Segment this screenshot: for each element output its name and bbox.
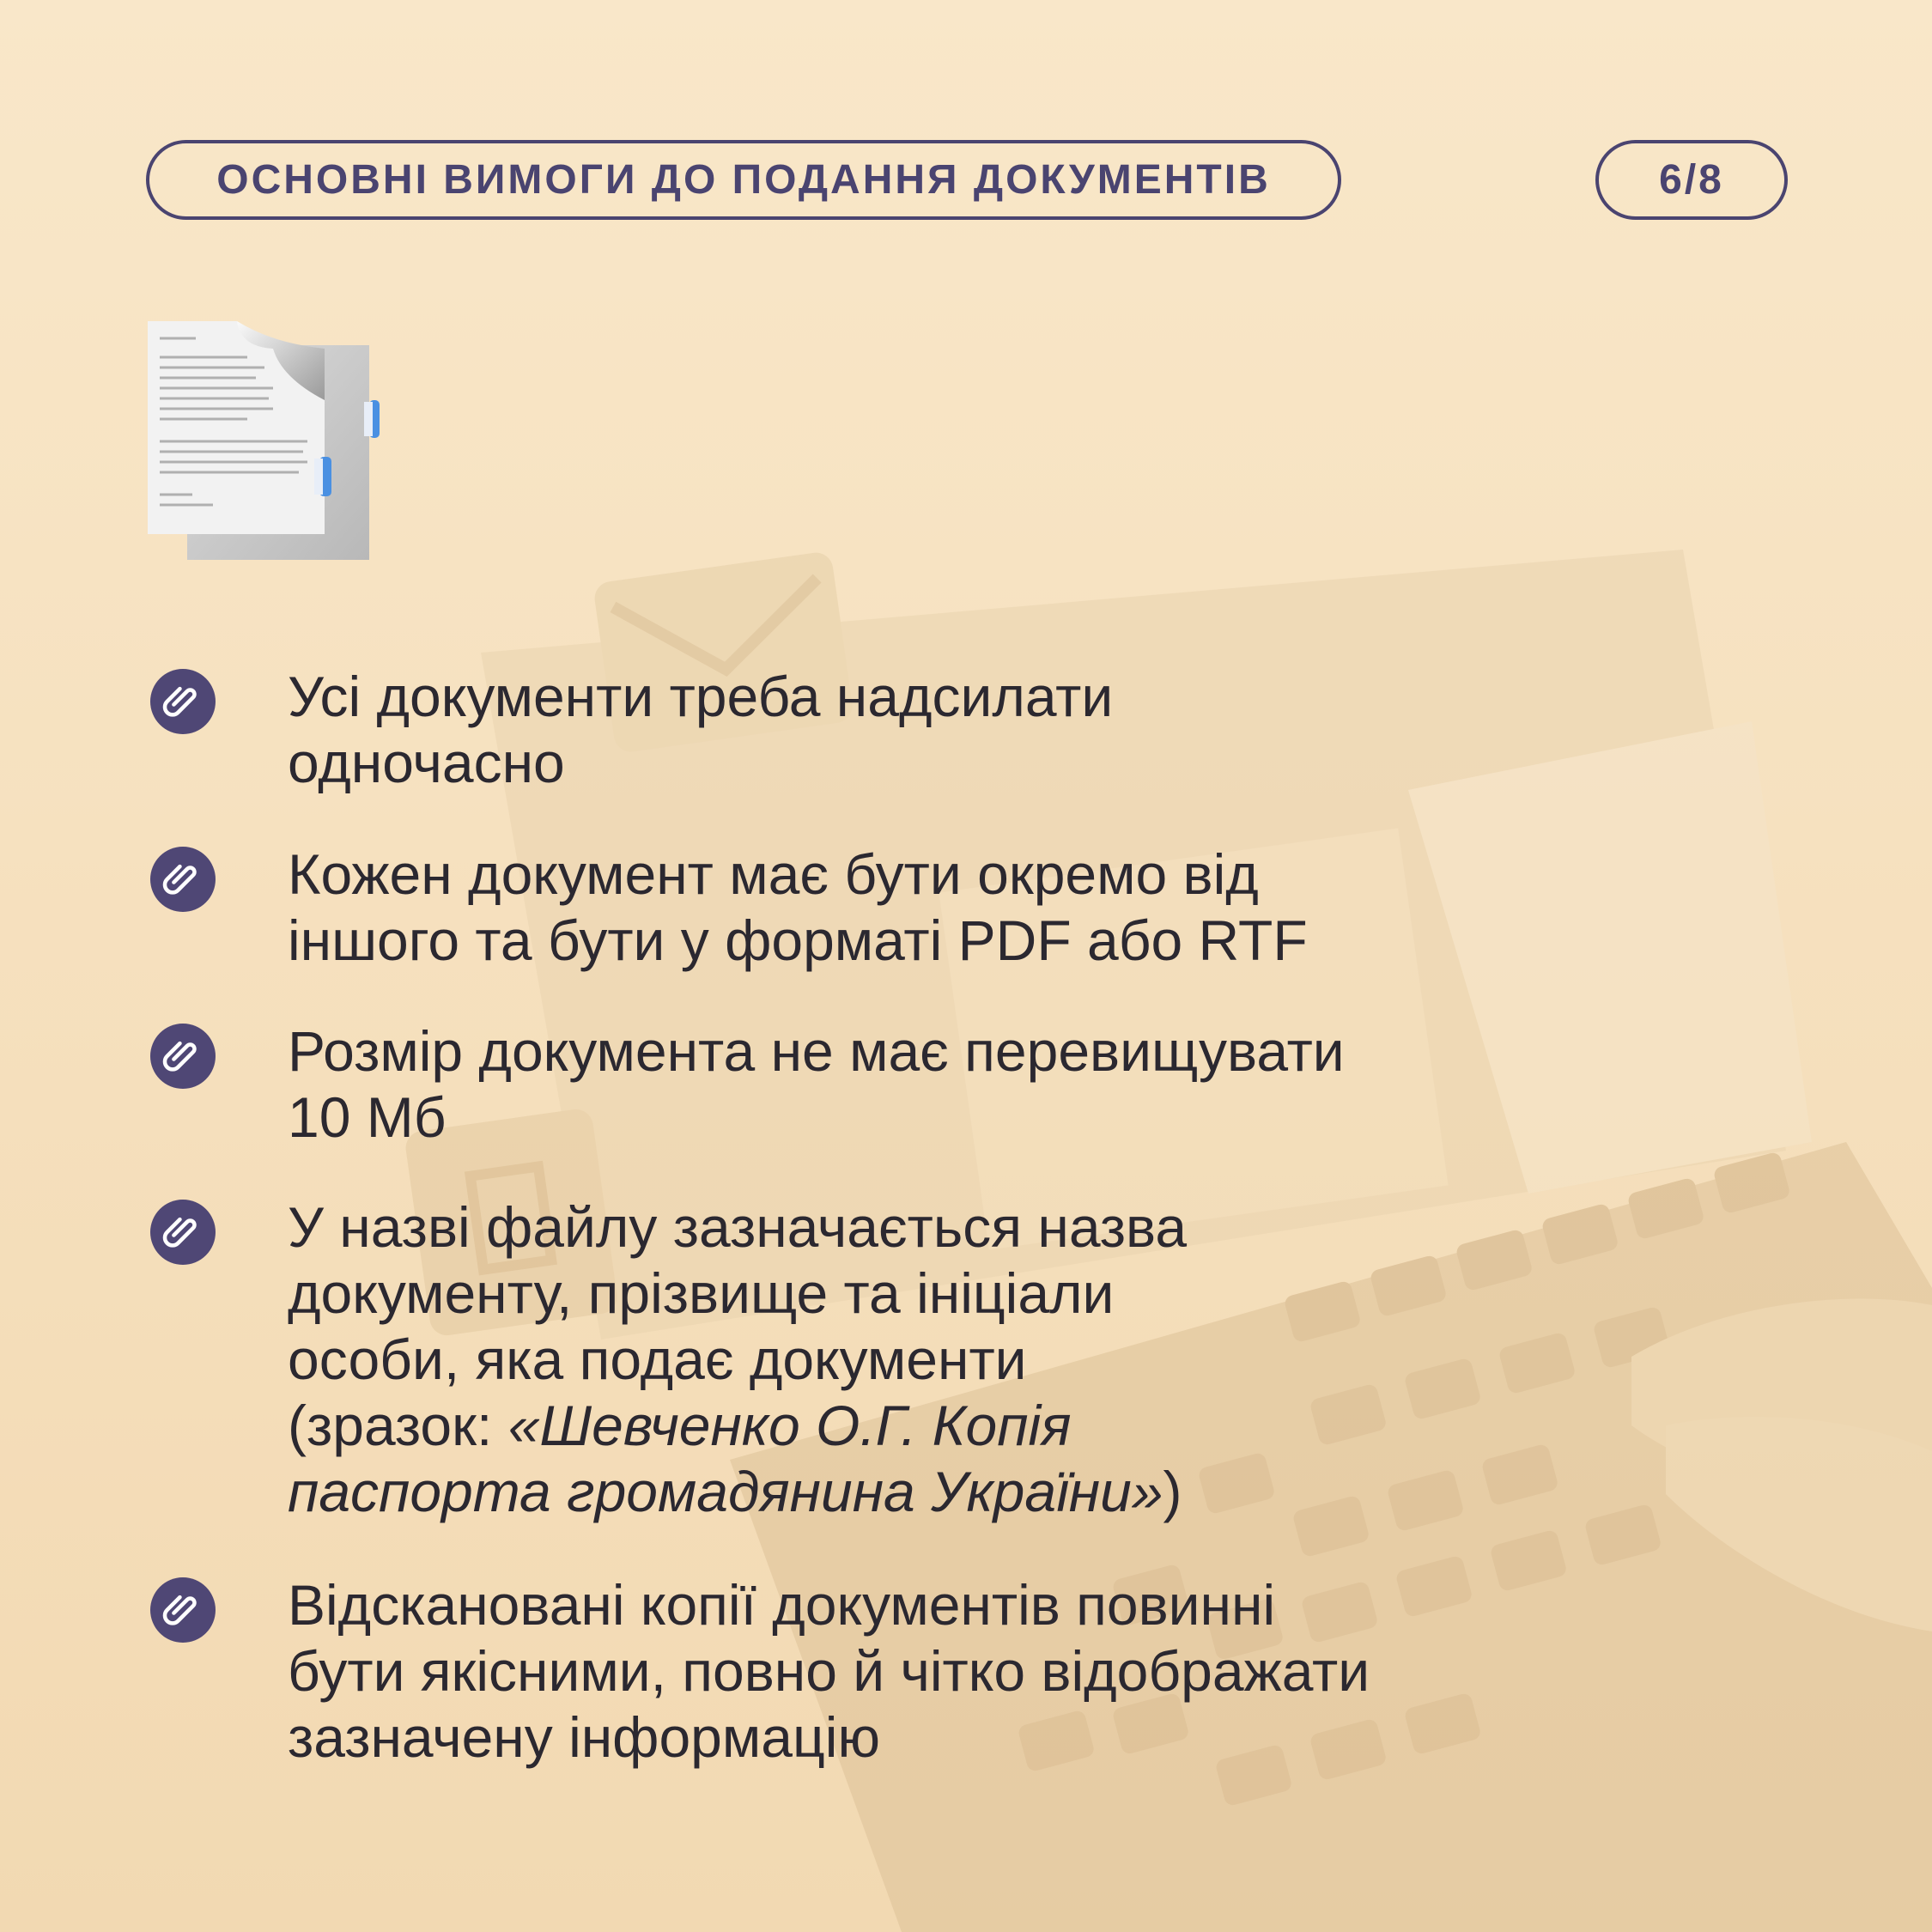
list-item-text: Кожен документ має бути окремо від іншого та бути у форматі PDF або RTF	[288, 842, 1308, 972]
list-item-text: Відскановані копії документів повинні бути якісними, повно й чітко відображати зазначену інформацію	[288, 1573, 1370, 1769]
page-title-pill	[146, 140, 1341, 220]
page-indicator-pill	[1595, 140, 1788, 220]
paperclip-icon	[150, 1577, 216, 1643]
paperclip-icon	[150, 669, 216, 734]
list-item-text: Усі документи треба надсилати одночасно	[288, 665, 1114, 794]
paperclip-icon	[150, 1024, 216, 1089]
paperclip-icon	[150, 847, 216, 912]
example-prefix: (зразок:	[288, 1394, 508, 1457]
example-filename-cont: паспорта громадянина України»	[288, 1460, 1163, 1523]
example-filename: «Шевченко О.Г. Копія	[507, 1394, 1072, 1457]
example-suffix: )	[1163, 1460, 1182, 1523]
document-stack-icon	[144, 318, 407, 563]
list-item-text: Розмір документа не має перевищувати 10 Мб	[288, 1019, 1345, 1149]
page-indicator: 6/8	[1659, 157, 1724, 203]
page-title: ОСНОВНІ ВИМОГИ ДО ПОДАННЯ ДОКУМЕНТІВ	[216, 157, 1271, 203]
list-item-text: У назві файлу зазначається назва документу, прізвище та ініціали особи, яка подає документи (зразок: «Шевченко О.Г. Копія паспорта громадянина України»)	[288, 1195, 1188, 1523]
paperclip-icon	[150, 1200, 216, 1265]
